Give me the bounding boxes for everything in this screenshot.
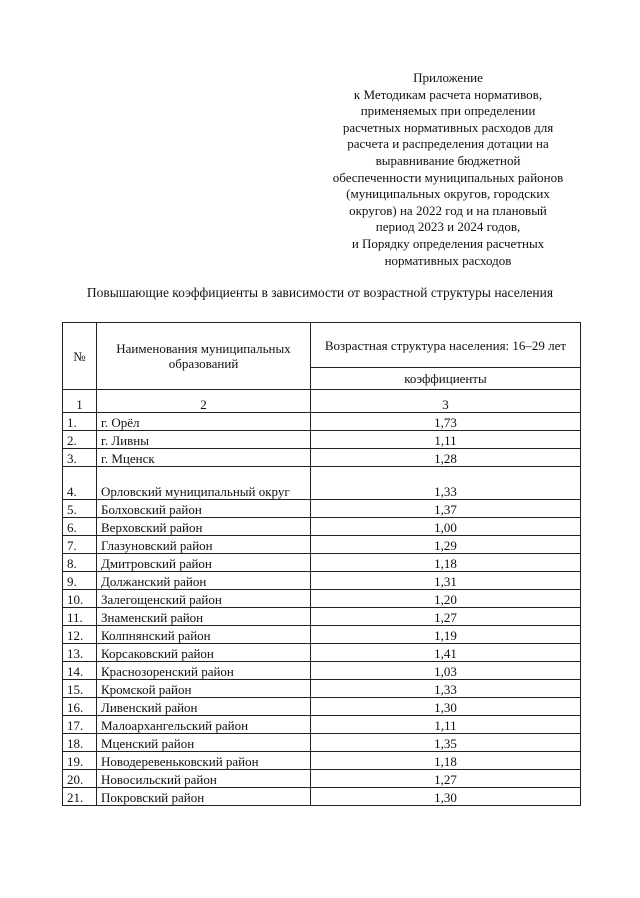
row-number: 6. (63, 518, 97, 536)
table-row (63, 680, 581, 698)
coefficient-value: 1,27 (311, 770, 581, 788)
municipality-name: Новосильский район (97, 770, 311, 788)
municipality-name: Покровский район (97, 788, 311, 806)
table-row (63, 536, 581, 554)
header-line: округов) на 2022 год и на плановый (349, 202, 547, 218)
coefficient-value: 1,03 (311, 662, 581, 680)
table-row (63, 554, 581, 572)
col-value-header: коэффициенты (311, 368, 581, 390)
row-number: 12. (63, 626, 97, 644)
table-row (63, 716, 581, 734)
table-row (63, 662, 581, 680)
coefficient-value: 1,18 (311, 554, 581, 572)
appendix-header (320, 70, 576, 269)
table-row (63, 752, 581, 770)
municipality-name: Ливенский район (97, 698, 311, 716)
row-number: 16. (63, 698, 97, 716)
row-number: 11. (63, 608, 97, 626)
coefficient-value: 1,37 (311, 500, 581, 518)
municipality-name: Мценский район (97, 734, 311, 752)
table-row (63, 518, 581, 536)
coefficients-table (62, 322, 581, 806)
row-number: 15. (63, 680, 97, 698)
table-row (63, 644, 581, 662)
table-row (63, 467, 581, 500)
header-line: применяемых при определении (360, 103, 536, 119)
municipality-name: Должанский район (97, 572, 311, 590)
coefficient-value: 1,11 (311, 431, 581, 449)
coefficient-value: 1,30 (311, 698, 581, 716)
header-line: Приложение (413, 70, 483, 85)
header-line: период 2023 и 2024 годов, (375, 219, 521, 235)
header-line: расчета и распределения дотации на (347, 136, 549, 152)
coefficient-value: 1,11 (311, 716, 581, 734)
header-line: обеспеченности муниципальных районов (332, 169, 564, 185)
coefficient-value: 1,28 (311, 449, 581, 467)
municipality-name: Малоархангельский район (97, 716, 311, 734)
row-number: 9. (63, 572, 97, 590)
header-line: и Порядку определения расчетных (351, 235, 545, 251)
table-row (63, 431, 581, 449)
table-row (63, 626, 581, 644)
row-number: 21. (63, 788, 97, 806)
header-line: нормативных расходов (384, 252, 512, 268)
table-row (63, 590, 581, 608)
table-row (63, 734, 581, 752)
table-title: Повышающие коэффициенты в зависимости от возрастной структуры населения (86, 285, 554, 300)
row-number: 2. (63, 431, 97, 449)
table-row (63, 698, 581, 716)
coefficient-value: 1,33 (311, 680, 581, 698)
municipality-name: Знаменский район (97, 608, 311, 626)
row-number: 13. (63, 644, 97, 662)
coefficient-value: 1,73 (311, 413, 581, 431)
table-row (63, 413, 581, 431)
row-number: 1. (63, 413, 97, 431)
municipality-name: Новодеревеньковский район (97, 752, 311, 770)
coefficient-value: 1,20 (311, 590, 581, 608)
coefficient-value: 1,29 (311, 536, 581, 554)
header-line: к Методикам расчета нормативов, (353, 86, 543, 102)
row-number: 18. (63, 734, 97, 752)
coefficient-value: 1,31 (311, 572, 581, 590)
col-group-header: Возрастная структура населения: 16–29 лет (311, 323, 581, 368)
header-line: выравнивание бюджетной (375, 152, 521, 168)
col-index: 3 (311, 390, 581, 413)
municipality-name: Залегощенский район (97, 590, 311, 608)
municipality-name: Глазуновский район (97, 536, 311, 554)
row-number: 5. (63, 500, 97, 518)
coefficient-value: 1,35 (311, 734, 581, 752)
table-row (63, 500, 581, 518)
municipality-name: Дмитровский район (97, 554, 311, 572)
table-row (63, 572, 581, 590)
table-row (63, 788, 581, 806)
coefficient-value: 1,41 (311, 644, 581, 662)
col-index: 1 (63, 390, 97, 413)
table-row (63, 770, 581, 788)
row-number: 19. (63, 752, 97, 770)
municipality-name: г. Ливны (97, 431, 311, 449)
municipality-name: Болховский район (97, 500, 311, 518)
municipality-name: Колпнянский район (97, 626, 311, 644)
table-row (63, 608, 581, 626)
coefficient-value: 1,19 (311, 626, 581, 644)
col-name-header: Наименования муниципальных образований (97, 323, 311, 390)
municipality-name: Верховский район (97, 518, 311, 536)
row-number: 3. (63, 449, 97, 467)
municipality-name: Краснозоренский район (97, 662, 311, 680)
header-line: (муниципальных округов, городских (346, 186, 550, 202)
row-number: 7. (63, 536, 97, 554)
row-number: 20. (63, 770, 97, 788)
municipality-name: Кромской район (97, 680, 311, 698)
row-number: 4. (63, 467, 97, 500)
row-number: 14. (63, 662, 97, 680)
coefficient-value: 1,18 (311, 752, 581, 770)
municipality-name: Корсаковский район (97, 644, 311, 662)
municipality-name: Орловский муниципальный округ (97, 467, 311, 500)
row-number: 8. (63, 554, 97, 572)
coefficient-value: 1,27 (311, 608, 581, 626)
col-number-header: № (63, 323, 97, 390)
coefficient-value: 1,30 (311, 788, 581, 806)
row-number: 10. (63, 590, 97, 608)
col-index: 2 (97, 390, 311, 413)
municipality-name: г. Орёл (97, 413, 311, 431)
table-row (63, 449, 581, 467)
municipality-name: г. Мценск (97, 449, 311, 467)
coefficient-value: 1,33 (311, 467, 581, 500)
row-number: 17. (63, 716, 97, 734)
header-line: расчетных нормативных расходов для (342, 119, 554, 135)
coefficient-value: 1,00 (311, 518, 581, 536)
